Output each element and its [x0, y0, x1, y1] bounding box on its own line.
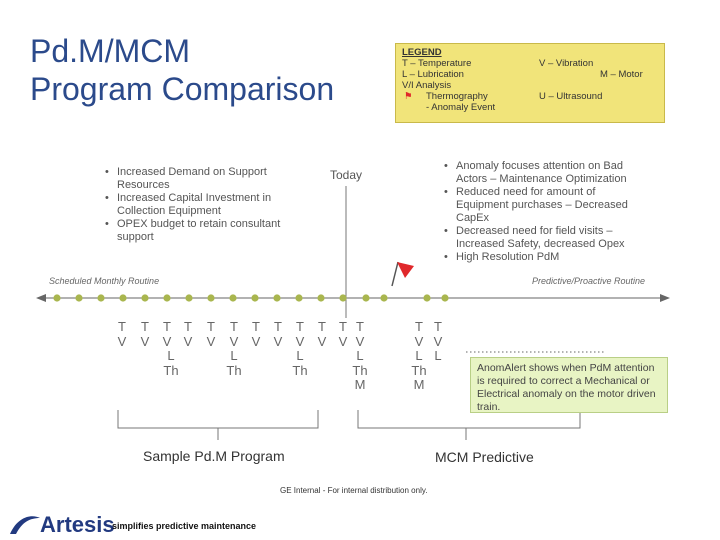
column-code: T: [296, 319, 304, 334]
timeline-dot: [207, 294, 214, 301]
column-code: T: [252, 319, 260, 334]
bullet-item: • Increased Capital Investment in Collection Equipment: [103, 192, 283, 218]
timeline-dot: [317, 294, 324, 301]
inspection-column: [430, 320, 446, 364]
inspection-column: [352, 320, 368, 393]
column-code: L: [167, 348, 175, 363]
inspection-column-sub: [163, 349, 179, 378]
legend-text: V/I Analysis: [402, 80, 452, 91]
company-tagline: simplifies predictive maintenance: [112, 521, 257, 531]
inspection-column: [411, 320, 427, 393]
column-code: V: [295, 333, 305, 349]
bullet-item: • Anomaly focuses attention on Bad Actors – Maintenance Optimization: [442, 160, 642, 186]
title-line-2: Program Comparison: [30, 71, 335, 107]
column-code: V: [355, 333, 365, 349]
timeline-right-label: Predictive/Proactive Routine: [532, 276, 646, 286]
column-code: T: [318, 319, 326, 334]
inspection-column: [203, 320, 219, 349]
column-code: T: [230, 319, 238, 334]
column-code: T: [434, 319, 442, 334]
column-code: L: [415, 348, 423, 363]
right-bracket: [358, 410, 580, 440]
column-code: Th: [411, 362, 427, 378]
timeline-dot: [163, 294, 170, 301]
bullet-item: • High Resolution PdM: [442, 251, 642, 264]
column-code: T: [207, 319, 215, 334]
inspection-column: [270, 320, 286, 349]
column-code: T: [339, 319, 347, 334]
legend-text: M – Motor: [600, 69, 643, 80]
anomalert-note: AnomAlert shows when PdM attention is required to correct a Mechanical or Electrical anomaly on the motor driven train.: [470, 357, 668, 413]
column-code: T: [163, 319, 171, 334]
column-code: T: [274, 319, 282, 334]
bracket-label-right: MCM Predictive: [435, 449, 534, 465]
timeline-dot: [441, 294, 448, 301]
inspection-column: [292, 320, 308, 349]
column-code: V: [183, 333, 193, 349]
inspection-column: [114, 320, 130, 349]
bullet-item: • Increased Demand on Support Resources: [103, 166, 283, 192]
column-code: L: [230, 348, 238, 363]
column-code: V: [338, 333, 348, 349]
inspection-column-sub: [292, 349, 308, 378]
column-code: Th: [226, 362, 242, 378]
today-label: Today: [330, 168, 363, 182]
column-code: T: [184, 319, 192, 334]
column-code: M: [413, 377, 425, 392]
column-code: V: [140, 333, 150, 349]
company-logo: Artesis: [40, 512, 115, 537]
column-code: V: [273, 333, 283, 349]
timeline-arrow-right: [660, 294, 670, 302]
column-code: V: [433, 333, 443, 349]
bullet-item: • Decreased need for field visits – Increased Safety, decreased Opex: [442, 225, 642, 251]
timeline-dot: [97, 294, 104, 301]
column-code: V: [117, 333, 127, 349]
timeline-dot: [53, 294, 60, 301]
flag-icon: ⚑: [404, 91, 413, 102]
column-code: Th: [352, 362, 368, 378]
timeline-dot: [423, 294, 430, 301]
inspection-column: [226, 320, 242, 378]
timeline-dot: [75, 294, 82, 301]
inspection-column: [248, 320, 264, 349]
inspection-column: [335, 320, 351, 349]
inspection-column: [314, 320, 330, 349]
column-code: V: [251, 333, 261, 349]
timeline-dot: [185, 294, 192, 301]
legend-text: U – Ultrasound: [539, 91, 603, 102]
legend-heading: LEGEND: [402, 47, 442, 58]
column-code: L: [296, 348, 304, 363]
inspection-column: [180, 320, 196, 349]
inspection-column: [159, 320, 175, 349]
column-code: V: [229, 333, 239, 349]
inspection-column: [137, 320, 153, 349]
artesis-logo-icon: [8, 512, 42, 536]
timeline-dot: [380, 294, 387, 301]
flag-icon: [392, 262, 414, 286]
bullet-item: • Reduced need for amount of Equipment purchases – Decreased CapEx: [442, 186, 642, 225]
column-code: T: [356, 319, 364, 334]
bullet-item: • OPEX budget to retain consultant support: [103, 218, 283, 244]
legend-text: - Anomaly Event: [426, 102, 496, 113]
legend-text: T – Temperature: [402, 58, 472, 69]
column-code: V: [317, 333, 327, 349]
column-code: T: [141, 319, 149, 334]
title-line-1: Pd.M/MCM: [30, 33, 190, 69]
internal-notice: GE Internal - For internal distribution only.: [280, 486, 428, 495]
bracket-label-left: Sample Pd.M Program: [143, 448, 285, 464]
column-code: V: [414, 333, 424, 349]
column-code: Th: [292, 362, 308, 378]
timeline-left-label: Scheduled Monthly Routine: [49, 276, 160, 286]
timeline-dot: [229, 294, 236, 301]
legend-text: V – Vibration: [539, 58, 594, 69]
legend-text: Thermography: [426, 91, 488, 102]
column-code: Th: [163, 362, 179, 378]
column-code: L: [434, 348, 442, 363]
timeline-dot: [141, 294, 148, 301]
column-code: V: [162, 333, 172, 349]
column-code: T: [415, 319, 423, 334]
legend-text: L – Lubrication: [402, 69, 464, 80]
timeline-dot: [339, 294, 346, 301]
timeline-dot: [273, 294, 280, 301]
column-code: M: [354, 377, 366, 392]
timeline-dot: [295, 294, 302, 301]
timeline-dot: [251, 294, 258, 301]
left-bracket: [118, 410, 318, 440]
column-code: T: [118, 319, 126, 334]
timeline-dot: [362, 294, 369, 301]
column-code: V: [206, 333, 216, 349]
timeline-dot: [119, 294, 126, 301]
timeline-arrow-left: [36, 294, 46, 302]
column-code: L: [356, 348, 364, 363]
